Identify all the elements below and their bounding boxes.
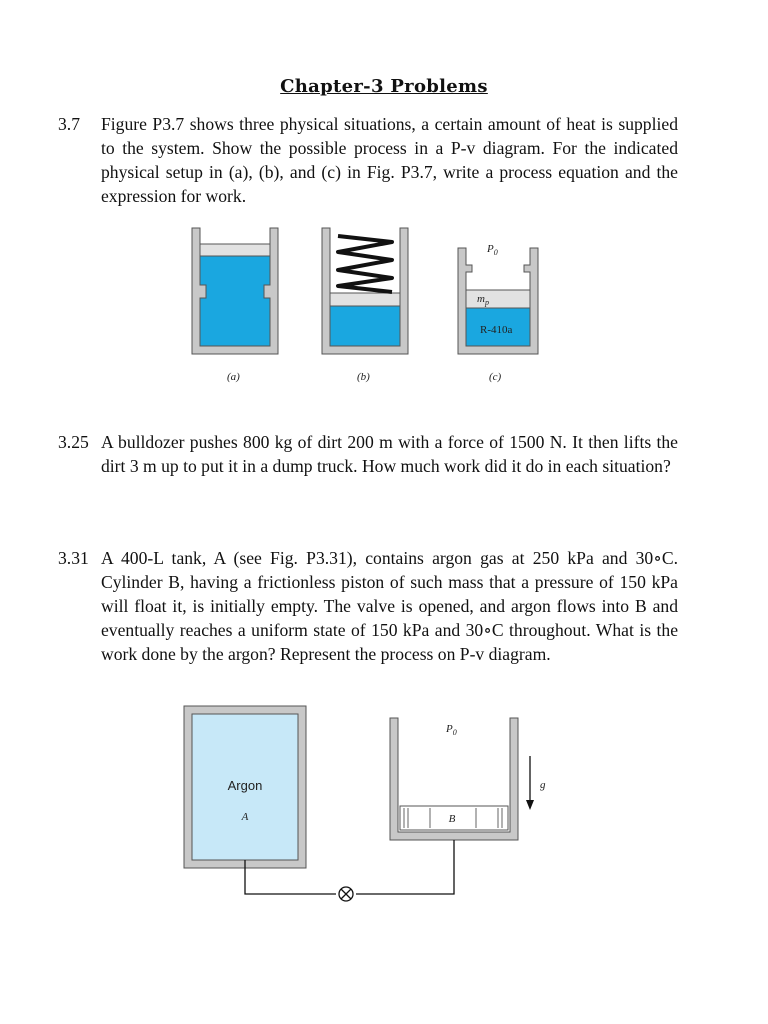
problem-number: 3.7 (58, 114, 80, 134)
label-a: (a) (227, 371, 240, 383)
label-c: (c) (489, 371, 502, 383)
water-b (330, 306, 400, 346)
p0-label: $P_0$ (446, 723, 457, 737)
piston-a (200, 244, 270, 256)
gravity-label: g (540, 779, 546, 791)
problem-number: 3.25 (58, 432, 89, 452)
piston-b (330, 293, 400, 306)
problem-text: A 400-L tank, A (see Fig. P3.31), contains argon gas at 250 kPa and 30∘C. Cylinder B, having a frictionless piston of such mass that a pressure of 150 kPa will float it, is initially empty. The valve is opened, and argon flows into B and eventually reaches a uniform state of 150 kPa and 30∘C throughout. What is the work done by the argon? Represent the process on P-v diagram. (101, 548, 678, 664)
page-title: Chapter-3 Problems (280, 76, 488, 97)
gravity-arrow-icon (526, 756, 534, 810)
tank-a-label: A (241, 811, 249, 823)
figure-p3-31 (0, 700, 768, 940)
label-b: (b) (357, 371, 370, 383)
problem-text: Figure P3.7 shows three physical situations, a certain amount of heat is supplied to the system. Show the possible process in a P-v diagram. For the indicated physical setup in (a), (b), and (c) in Fig. P3.7, write a process equation and the expression for work. (101, 114, 678, 206)
pipe-right (356, 840, 454, 894)
mp-label: $m_p$ (477, 293, 489, 307)
cylinder-c (458, 248, 538, 354)
cylinder-a (192, 228, 278, 354)
argon-label: Argon (227, 778, 263, 793)
spring-icon (338, 236, 392, 292)
piston-c (466, 290, 530, 308)
p0-label-c: $P_0$ (487, 243, 498, 257)
problem-3-25 (58, 430, 678, 478)
valve-icon (339, 887, 353, 901)
problem-number: 3.31 (58, 548, 89, 568)
problem-text: A bulldozer pushes 800 kg of dirt 200 m with a force of 1500 N. It then lifts the dirt 3 m up to put it in a dump truck. How much work did it do in each situation? (101, 432, 678, 476)
figure-p3-7 (0, 218, 768, 398)
problem-3-7 (58, 112, 678, 208)
piston-b-label: B (448, 813, 456, 825)
problem-3-31 (58, 546, 678, 666)
cylinder-b (322, 228, 408, 354)
water-a (200, 256, 270, 346)
r410a-label: R-410a (480, 324, 513, 336)
